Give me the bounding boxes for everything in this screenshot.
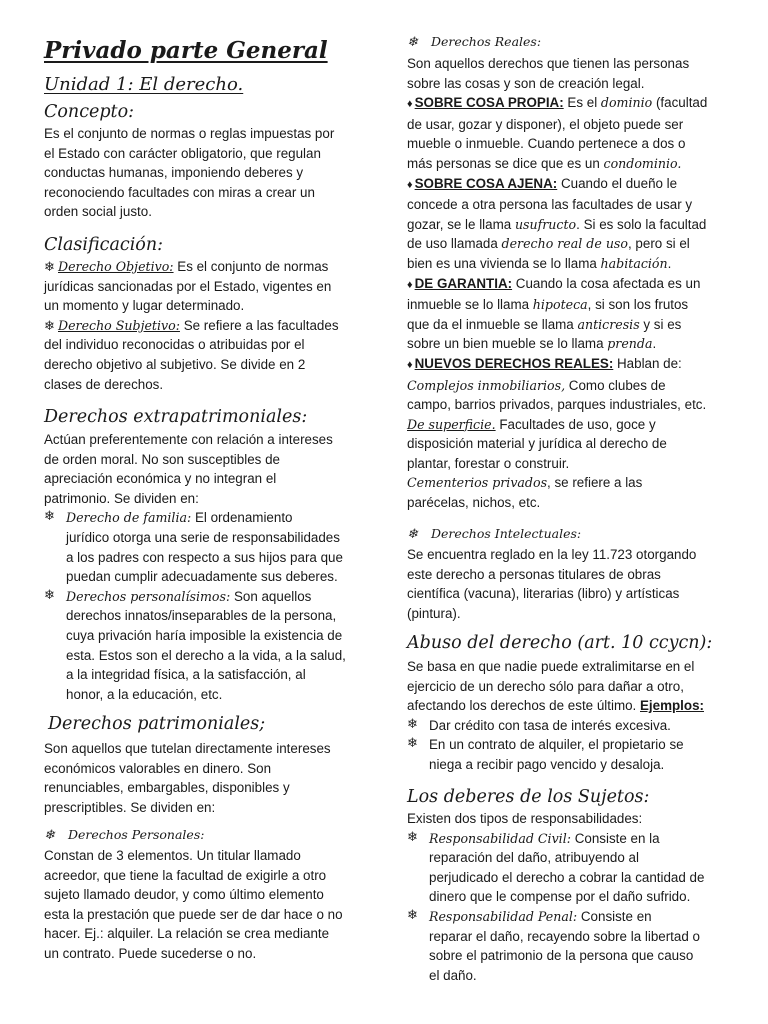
abuso-heading: Abuso del derecho (art. 10 ccycn): bbox=[407, 633, 713, 653]
concepto-heading: Concepto: bbox=[44, 102, 135, 122]
snowflake-bullet-icon: ❄ bbox=[44, 317, 55, 333]
diamond-bullet-icon: ♦ bbox=[407, 178, 413, 191]
list-item-personalisimos: ❄ Derechos personalísimos: Son aquellos derechos innatos/inseparables de la persona, cuya privación haría imposible la existencia de esta. Estos son el derecho a la vida, a la salud, a la integridad física, a la satisfacción, al honor, a la educación, etc. bbox=[44, 587, 370, 705]
list-item-familia: ❄ Derecho de familia: El ordenamiento jurídico otorga una serie de responsabilidades a los padres con respecto a sus hijos para que puedan cumplir adecuadamente sus deberes. bbox=[44, 508, 370, 586]
abuso-text: Se basa en que nadie puede extralimitarse en el ejercicio de un derecho sólo para dañar a otro, afectando los derechos de este último. Ejemplos: ❄ Dar crédito con tasa de interés excesiva. ❄ En un contrato de alquiler, el propietario se niega a recibir pago vencido y desaloja. bbox=[407, 657, 737, 775]
snowflake-bullet-icon: ❄ bbox=[407, 828, 418, 844]
patrimoniales-text: Son aquellos que tutelan directamente intereses económicos valorables en dinero. Son renunciables, embargables, disponibles y prescriptibles. Se dividen en: bbox=[44, 741, 331, 815]
snowflake-bullet-icon: ❄ bbox=[407, 527, 418, 542]
deberes-text: Existen dos tipos de responsabilidades: ❄ Responsabilidad Civil: Consiste en la reparación del daño, atribuyendo al perjudicado el derecho a cobrar la cantidad de dinero que le compense por el daño sufrido. ❄ Responsabilidad Penal: Consiste en reparar el daño, recayendo sobre la libertad o sobre el patrimonio de la persona que causo el daño. bbox=[407, 809, 737, 985]
list-item-ejemplo-1: ❄ Dar crédito con tasa de interés excesiva. bbox=[407, 716, 737, 736]
snowflake-bullet-icon: ❄ bbox=[44, 828, 55, 843]
personales-heading: ❄ Derechos Personales: bbox=[44, 827, 205, 843]
diamond-bullet-icon: ♦ bbox=[407, 278, 413, 291]
snowflake-bullet-icon: ❄ bbox=[407, 735, 418, 751]
intelectuales-heading: ❄ Derechos Intelectuales: bbox=[407, 526, 582, 542]
patrimoniales-heading: Derechos patrimoniales; bbox=[48, 714, 266, 734]
reales-text: Son aquellos derechos que tienen las personas sobre las cosas y son de creación legal. ♦ SOBRE COSA PROPIA: Es el dominio (facultad de usar, gozar y disponer), el objeto puede ser mueble o inmueble. Cuando pertenece a dos o más personas se dice que es un condominio. ♦ SOBRE COSA AJENA: Cuando el dueño le concede a otra persona las facultades de usar y gozar, se le llama usufructo. Si es solo la facultad de uso llamada derecho real de uso, pero si el bien es una vivienda se lo llama habitación. ♦ DE GARANTIA: Cuando la cosa afectada es un inmueble se lo llama hipoteca, si son los frutos que da el inmueble se llama anticresis y si es sobre un bien mueble se lo llama prenda. ♦ NUEVOS DERECHOS REALES: Hablan de: Complejos inmobiliarios, Como clubes de campo, barrios privados, parques industriales, etc. De superficie. Facultades de uso, goce y disposición material y jurídica al derecho de plantar, forestar o construir. Cementerios privados, se refiere a las parécelas, nichos, etc. bbox=[407, 56, 708, 511]
snowflake-bullet-icon: ❄ bbox=[407, 715, 418, 731]
intelectuales-text: Se encuentra reglado en la ley 11.723 otorgando este derecho a personas titulares de obras científica (vacuna), literarias (libro) y artísticas (pintura). bbox=[407, 547, 697, 621]
reales-heading: ❄ Derechos Reales: bbox=[407, 34, 542, 50]
snowflake-bullet-icon: ❄ bbox=[44, 259, 55, 274]
diamond-bullet-icon: ♦ bbox=[407, 358, 413, 371]
extrapatrimoniales-text: Actúan preferentemente con relación a intereses de orden moral. No son susceptibles de apreciación económica y no integran el patrimonio. Se dividen en: ❄ Derecho de familia: El ordenamiento jurídico otorga una serie de responsabilidades a los padres con respecto a sus hijos para que puedan cumplir adecuadamente sus deberes. ❄ Derechos personalísimos: Son aquellos derechos innatos/inseparables de la persona, cuya privación haría imposible la existencia de esta. Estos son el derecho a la vida, a la salud, a la integridad física, a la satisfacción, al honor, a la educación, etc. bbox=[44, 430, 370, 704]
list-item-civil: ❄ Responsabilidad Civil: Consiste en la reparación del daño, atribuyendo al perjudicado el derecho a cobrar la cantidad de dinero que le compense por el daño sufrido. bbox=[407, 829, 737, 907]
list-item-penal: ❄ Responsabilidad Penal: Consiste en reparar el daño, recayendo sobre la libertad o sobre el patrimonio de la persona que causo el daño. bbox=[407, 907, 737, 985]
diamond-bullet-icon: ♦ bbox=[407, 98, 413, 111]
snowflake-bullet-icon: ❄ bbox=[44, 586, 55, 602]
unit-heading: Unidad 1: El derecho. bbox=[44, 74, 244, 95]
snowflake-bullet-icon: ❄ bbox=[407, 35, 418, 50]
clasificacion-heading: Clasificación: bbox=[44, 235, 164, 255]
snowflake-bullet-icon: ❄ bbox=[407, 906, 418, 922]
page-title: Privado parte General bbox=[44, 37, 328, 64]
concepto-text: Es el conjunto de normas o reglas impuestas por el Estado con carácter obligatorio, que regulan conductas humanas, imponiendo deberes y reconociendo facultades con miras a crear un orden social justo. bbox=[44, 126, 335, 220]
personales-text: Constan de 3 elementos. Un titular llamado acreedor, que tiene la facultad de exigirle a otro sujeto llamado deudor, y como último elemento esta la prestación que puede ser de dar hace o no hacer. Ej.: alquiler. La relación se crea mediante un contrato. Puede sucederse o no. bbox=[44, 848, 343, 961]
extrapatrimoniales-heading: Derechos extrapatrimoniales: bbox=[44, 407, 308, 427]
clasificacion-text: ❄ Derecho Objetivo: Es el conjunto de normas jurídicas sancionadas por el Estado, vigentes en un momento y lugar determinado. ❄ Derecho Subjetivo: Se refiere a las facultades del individuo reconocidas o atribuidas por el derecho objetivo al subjetivo. Se divide en 2 clases de derechos. bbox=[44, 259, 339, 392]
deberes-heading: Los deberes de los Sujetos: bbox=[407, 787, 650, 807]
snowflake-bullet-icon: ❄ bbox=[44, 508, 55, 524]
list-item-ejemplo-2: ❄ En un contrato de alquiler, el propietario se niega a recibir pago vencido y desaloja. bbox=[407, 735, 737, 774]
